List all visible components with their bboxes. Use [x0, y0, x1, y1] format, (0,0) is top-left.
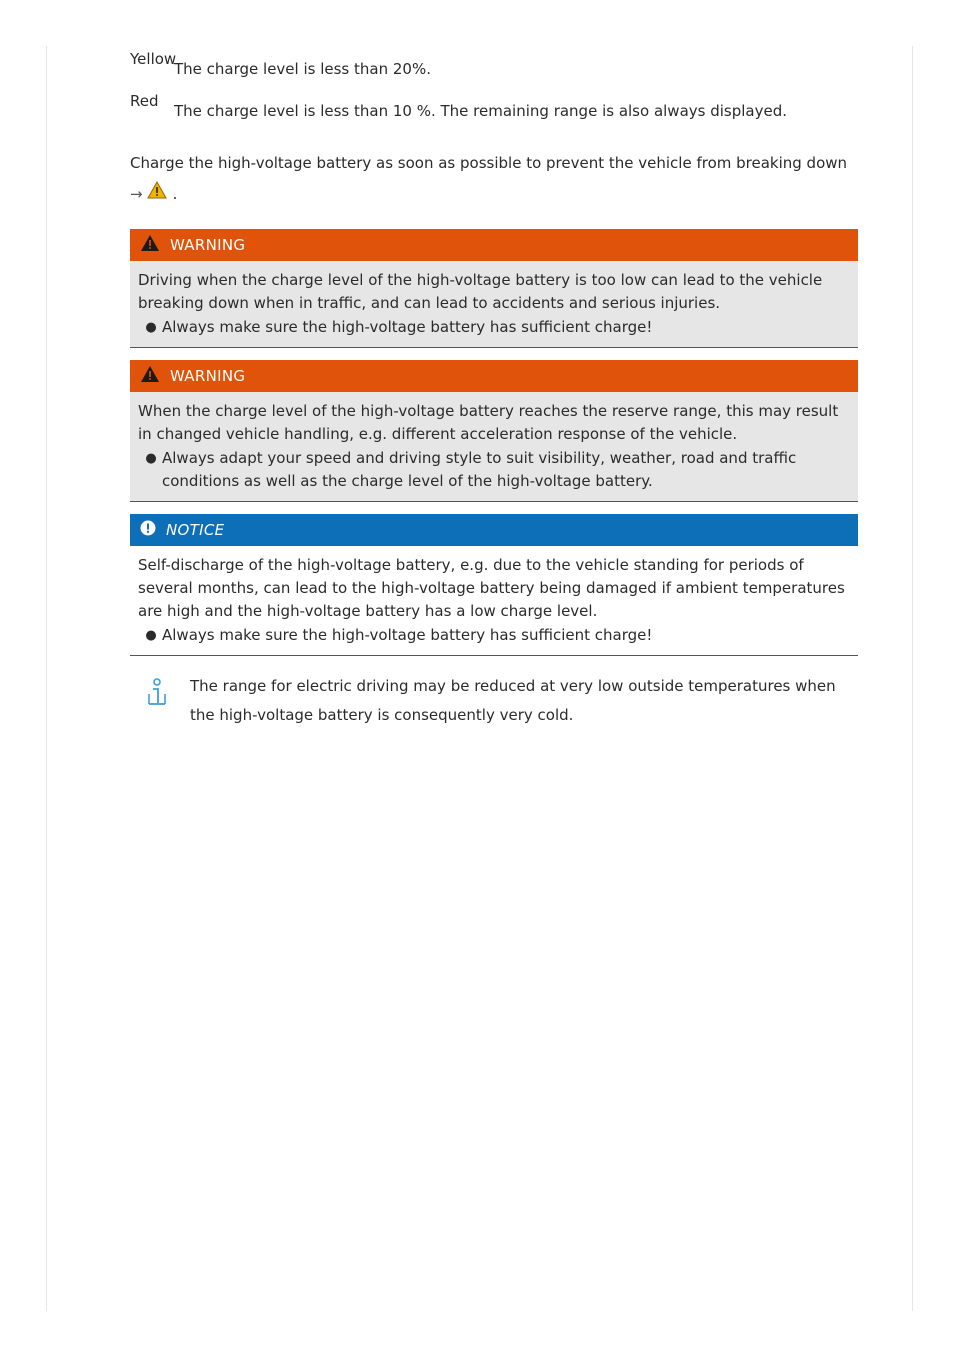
bullet-text: Always adapt your speed and driving style to suit visibility, weather, road and traffic conditions as well as the charge level of the high-voltage battery. [162, 448, 797, 490]
level-name-yellow: Yellow [130, 50, 177, 68]
warning-title: WARNING [170, 366, 246, 385]
info-icon [146, 678, 168, 712]
warning-triangle-icon [140, 234, 160, 256]
page-content [130, 48, 858, 732]
warning-header [130, 229, 858, 261]
charge-instruction-text: Charge the high-voltage battery as soon as possible to prevent the vehicle from breaking down [130, 154, 848, 172]
list-item [138, 316, 850, 339]
warning-triangle-icon [147, 179, 167, 209]
page-border-left [46, 46, 47, 1311]
notice-box [130, 514, 858, 656]
bullet-icon: ● [145, 450, 157, 466]
bullet-text: Always make sure the high-voltage battery has sufficient charge! [162, 625, 653, 644]
tip-text: The range for electric driving may be reduced at very low outside temperatures when the high-voltage battery is consequently very cold. [190, 676, 836, 724]
warning-body [130, 261, 858, 348]
warning-box-low-charge [130, 229, 858, 348]
notice-body [130, 546, 858, 656]
level-desc-yellow: The charge level is less than 20%. [174, 60, 431, 78]
warning-reference[interactable] [130, 179, 177, 209]
charge-level-red-row [130, 92, 858, 130]
warning-title: WARNING [170, 235, 246, 254]
notice-header [130, 514, 858, 546]
list-item [138, 624, 850, 647]
warning-text: When the charge level of the high-voltage battery reaches the reserve range, this may result in changed vehicle handling, e.g. different acceleration response of the vehicle. [138, 401, 839, 443]
list-item [138, 447, 850, 493]
warning-body [130, 392, 858, 502]
exclamation-circle-icon [140, 520, 156, 540]
bullet-text: Always make sure the high-voltage battery has sufficient charge! [162, 317, 653, 336]
bullet-icon: ● [145, 627, 157, 643]
arrow-right-icon: → [130, 184, 143, 203]
notice-title: NOTICE [166, 520, 225, 539]
level-desc-red: The charge level is less than 10 %. The remaining range is also always displayed. [174, 102, 788, 120]
notice-text: Self-discharge of the high-voltage battery, e.g. due to the vehicle standing for periods of several months, can lead to the high-voltage battery being damaged if ambient temperatures are high and the high-voltage battery has a low charge level. [138, 555, 845, 620]
page-border-right [912, 46, 913, 1311]
warning-triangle-icon [140, 365, 160, 387]
warning-header [130, 360, 858, 392]
warning-text: Driving when the charge level of the high-voltage battery is too low can lead to the vehicle breaking down when in traffic, and can lead to accidents and serious injuries. [138, 270, 823, 312]
level-name-red: Red [130, 92, 159, 110]
info-tip [130, 672, 858, 732]
warning-box-reserve-range [130, 360, 858, 502]
charge-instruction [130, 148, 858, 209]
bullet-icon: ● [145, 319, 157, 335]
sentence-end: . [172, 184, 178, 203]
charge-level-yellow-row [130, 48, 858, 92]
